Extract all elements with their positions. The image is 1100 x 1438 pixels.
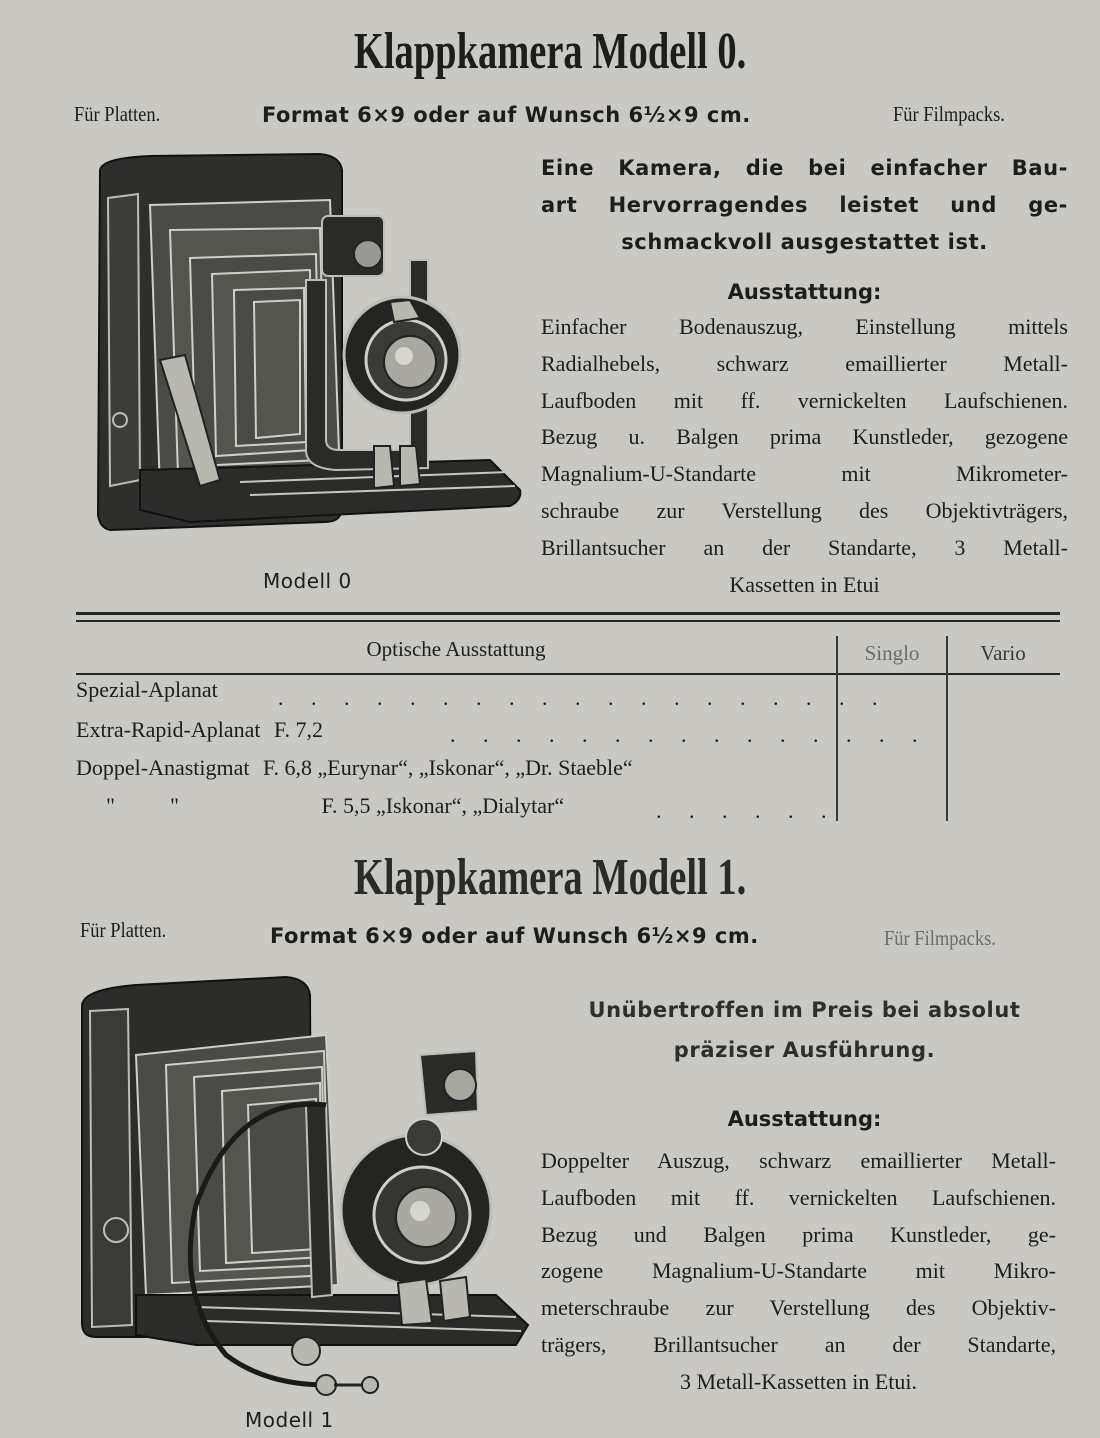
table-top-rule-thin (76, 620, 1060, 622)
features-line: Bezug u. Balgen prima Kunstleder, gezogene (541, 424, 1068, 450)
lens-name: Extra-Rapid-Aplanat (76, 717, 261, 742)
features-line: schraube zur Verstellung des Objektivträgers, (541, 497, 1068, 523)
table-row (106, 795, 564, 817)
table-top-rule (76, 612, 1060, 615)
modell0-features (541, 309, 1068, 603)
ditto-marks: " " (106, 793, 179, 818)
table-column-divider (946, 636, 948, 821)
features-line: Brillantsucher an der Standarte, 3 Metall- (541, 534, 1068, 560)
lens-spec: F. 5,5 „Iskonar“, „Dialytar“ (321, 793, 565, 818)
modell1-caption: Modell 1 (245, 1408, 334, 1432)
dot-leader: . . . . . . . . . . . . . . . . . . . (278, 685, 889, 710)
features-line: Einfacher Bodenauszug, Einstellung mittels (541, 314, 1068, 339)
table-header-optics: Optische Ausstattung (366, 637, 546, 661)
lens-spec: F. 7,2 (274, 717, 323, 742)
camera-modell1-illustration (76, 965, 536, 1405)
modell0-features-heading: Ausstattung: (727, 280, 882, 304)
lens-spec: F. 6,8 „Eurynar“, „Iskonar“, „Dr. Staeble“ (263, 755, 633, 780)
features-line: meterschraube zur Verstellung des Objektiv- (541, 1295, 1056, 1321)
modell0-subline-format: Format 6×9 oder auf Wunsch 6½×9 cm. (262, 103, 751, 127)
modell1-features (541, 1143, 1056, 1401)
table-header-singlo: Singlo (864, 641, 920, 665)
slogan-line: Unübertroffen im Preis bei absolut (588, 998, 1021, 1022)
dot-leader: . . . . . . (656, 798, 838, 823)
modell0-title: Klappkamera Modell 0. (353, 23, 747, 80)
features-line: trägers, Brillantsucher an der Standarte, (541, 1331, 1056, 1357)
dot-leader: . . . . . . . . . . . . . . . (450, 722, 929, 747)
features-line: Radialhebels, schwarz emaillierter Metall- (541, 350, 1068, 376)
modell1-title: Klappkamera Modell 1. (353, 849, 747, 906)
features-line: Doppelter Auszug, schwarz emaillierter Metall- (541, 1148, 1056, 1173)
table-header-vario: Vario (980, 641, 1026, 665)
features-line: Kassetten in Etui (729, 571, 880, 597)
features-line: Magnalium-U-Standarte mit Mikrometer- (541, 461, 1068, 487)
modell0-subline-left: Für Platten. (74, 102, 161, 126)
features-line: 3 Metall-Kassetten in Etui. (679, 1368, 918, 1394)
table-header-rule (76, 673, 1060, 675)
table-row (76, 757, 633, 779)
modell1-subline-format: Format 6×9 oder auf Wunsch 6½×9 cm. (270, 924, 759, 948)
lens-name: Doppel-Anastigmat (76, 755, 250, 780)
slogan-line: schmackvoll ausgestattet ist. (621, 230, 988, 254)
modell0-caption: Modell 0 (263, 569, 352, 593)
table-row (76, 679, 218, 701)
table-row (76, 719, 323, 741)
modell0-slogan (541, 150, 1068, 261)
camera-modell0-illustration (90, 150, 530, 570)
features-line: zogene Magnalium-U-Standarte mit Mikro- (541, 1258, 1056, 1284)
features-line: Laufboden mit ff. vernickelten Laufschienen. (541, 387, 1068, 413)
features-line: Laufboden mit ff. vernickelten Laufschienen. (541, 1184, 1056, 1210)
slogan-line: präziser Ausführung. (673, 1038, 936, 1062)
modell1-subline-left: Für Platten. (80, 918, 167, 942)
lens-name: Spezial-Aplanat (76, 677, 218, 702)
modell0-subline-right: Für Filmpacks. (893, 102, 1005, 126)
modell1-features-heading: Ausstattung: (727, 1107, 882, 1131)
slogan-line: Eine Kamera, die bei einfacher Bau- (541, 156, 1068, 180)
modell1-subline-right: Für Filmpacks. (884, 926, 996, 950)
slogan-line: art Hervorragendes leistet und ge- (541, 193, 1068, 217)
modell1-slogan (541, 990, 1068, 1070)
features-line: Bezug und Balgen prima Kunstleder, ge- (541, 1221, 1056, 1247)
